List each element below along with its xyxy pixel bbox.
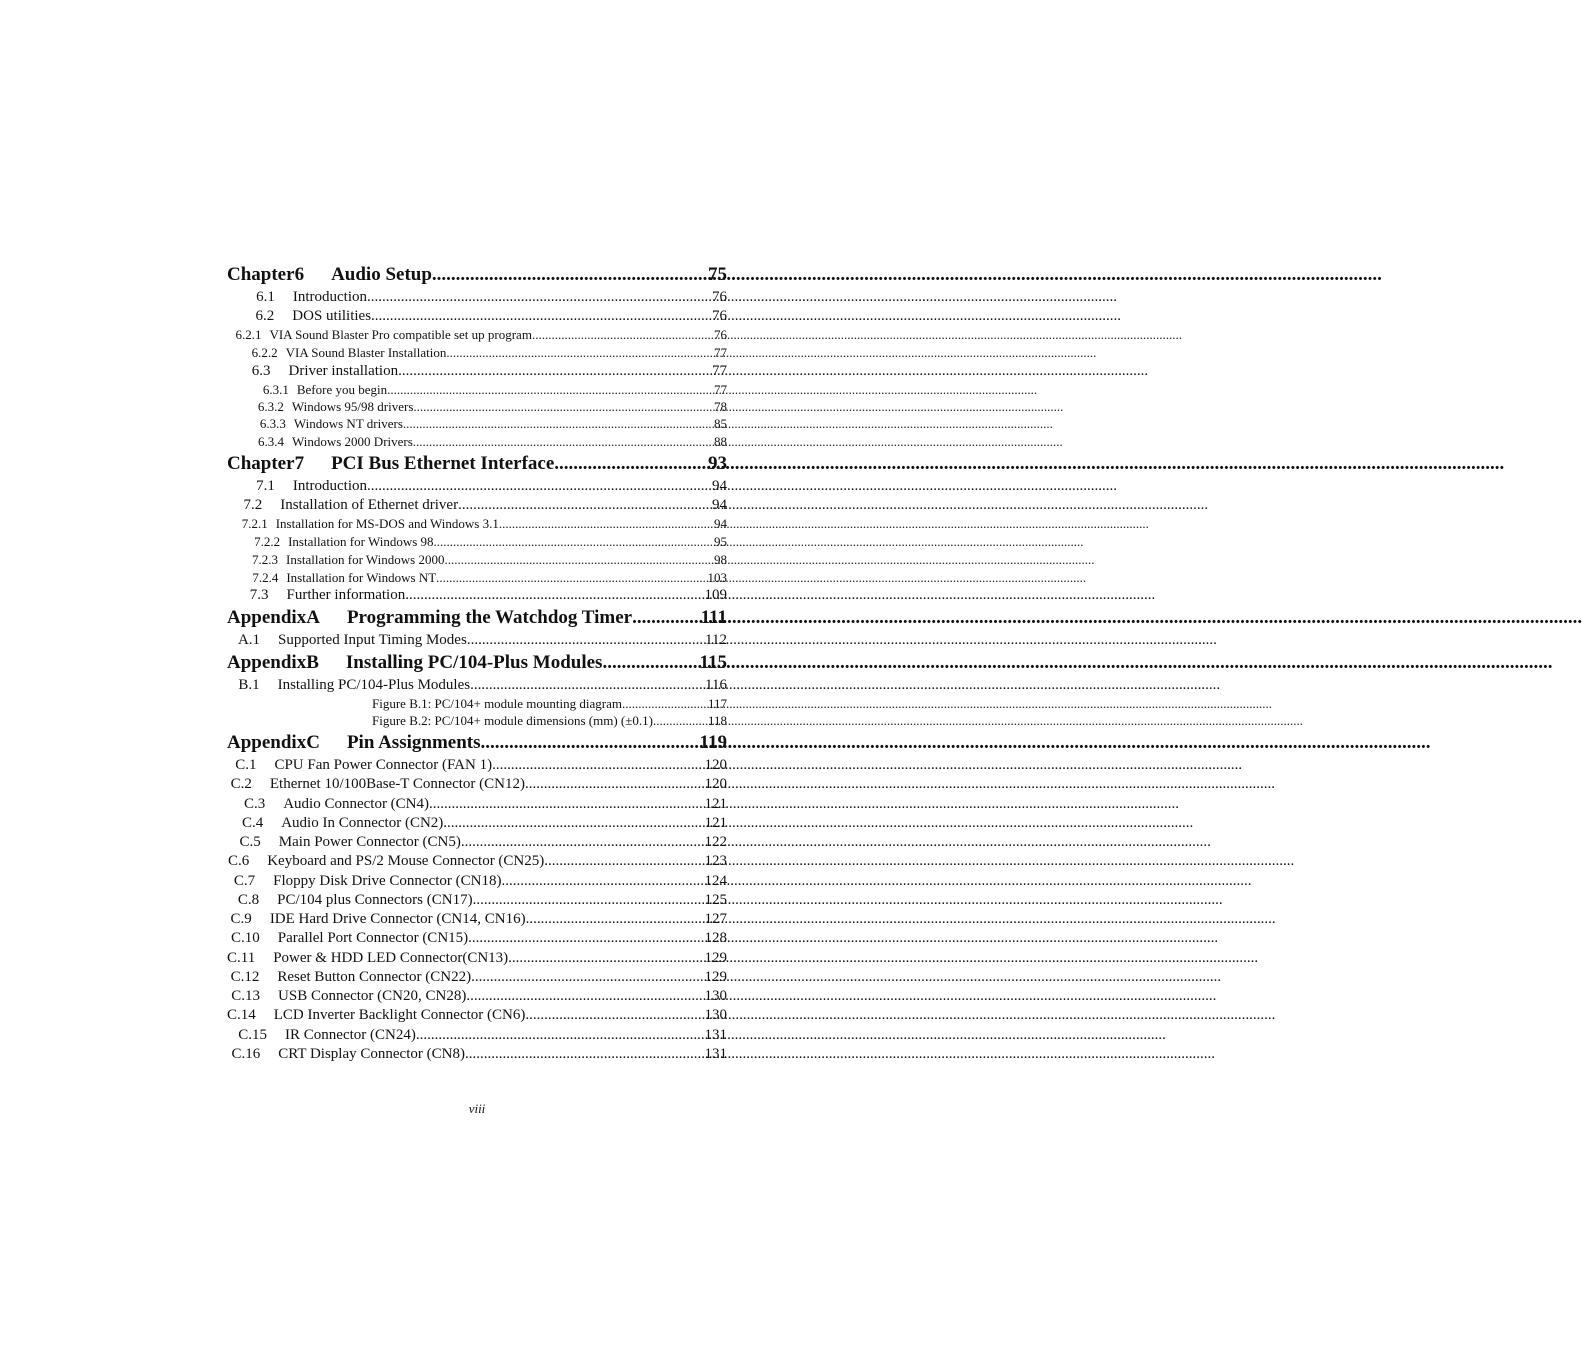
section-number: 7.2.4 bbox=[252, 570, 279, 585]
page-number: 77 bbox=[714, 345, 727, 360]
entry-title: Windows 2000 Drivers bbox=[292, 434, 413, 449]
entry-title: Programming the Watchdog Timer bbox=[346, 607, 633, 628]
page-number: 93 bbox=[708, 453, 727, 474]
toc-entry-chapter bbox=[227, 652, 727, 674]
toc-entry-section bbox=[227, 873, 727, 890]
chapter-number: B bbox=[306, 652, 319, 673]
page-number: 94 bbox=[712, 497, 727, 513]
section-number: 6.2.2 bbox=[251, 345, 278, 360]
entry-title: CPU Fan Power Connector (FAN 1) bbox=[274, 757, 493, 773]
toc-entry-section bbox=[227, 796, 727, 813]
toc-entry-figure bbox=[227, 696, 727, 712]
dot-leader bbox=[492, 757, 704, 774]
section-number: 6.3 bbox=[251, 363, 271, 379]
section-number: C.9 bbox=[230, 911, 252, 927]
toc-entry-subsection bbox=[227, 570, 727, 586]
page-number: 130 bbox=[704, 1007, 727, 1023]
toc-entry-section bbox=[227, 1027, 727, 1044]
dot-leader bbox=[467, 632, 705, 649]
toc-entry-subsection bbox=[227, 534, 727, 550]
page-number: 98 bbox=[714, 552, 727, 567]
page-number: 116 bbox=[705, 677, 727, 693]
dot-leader bbox=[465, 1046, 705, 1063]
dot-leader bbox=[526, 911, 705, 928]
chapter-number: C bbox=[306, 732, 320, 753]
dot-leader bbox=[554, 453, 708, 475]
dot-leader bbox=[602, 652, 699, 674]
dot-leader bbox=[413, 434, 714, 450]
toc-entry-section bbox=[227, 497, 727, 514]
toc-entry-figure bbox=[227, 713, 727, 729]
entry-title: Figure B.2: PC/104+ module dimensions (mm) (±0.1) bbox=[372, 713, 653, 728]
toc-entry-chapter bbox=[227, 264, 727, 286]
toc-entry-section bbox=[227, 478, 727, 495]
page-number: 118 bbox=[707, 713, 727, 728]
toc-entry-chapter bbox=[227, 453, 727, 475]
dot-leader bbox=[436, 570, 707, 586]
section-number: C.11 bbox=[227, 950, 256, 966]
dot-leader bbox=[446, 345, 714, 361]
dot-leader bbox=[403, 416, 714, 432]
page-number: 131 bbox=[704, 1046, 727, 1062]
entry-title: PCI Bus Ethernet Interface bbox=[331, 453, 555, 474]
page-number: 129 bbox=[704, 969, 727, 985]
toc-entry-section bbox=[227, 853, 727, 870]
entry-title: Before you begin bbox=[296, 382, 388, 397]
entry-title: LCD Inverter Backlight Connector (CN6) bbox=[273, 1007, 526, 1023]
toc-entry-subsection bbox=[227, 345, 727, 361]
entry-title: Figure B.1: PC/104+ module mounting diagram bbox=[372, 696, 622, 711]
section-number: 7.2.3 bbox=[252, 552, 278, 567]
dot-leader bbox=[416, 1027, 705, 1044]
entry-title: PC/104 plus Connectors (CN17) bbox=[277, 892, 473, 908]
toc-entry-section bbox=[227, 969, 727, 986]
dot-leader bbox=[432, 264, 708, 286]
dot-leader bbox=[525, 776, 705, 793]
section-number: 7.1 bbox=[256, 478, 275, 494]
page-number: 131 bbox=[704, 1027, 727, 1043]
section-number: C.6 bbox=[227, 853, 250, 869]
entry-title: Windows 95/98 drivers bbox=[291, 399, 414, 414]
dot-leader bbox=[466, 988, 704, 1005]
toc-entry-section bbox=[227, 289, 727, 306]
toc-entry-chapter bbox=[227, 732, 727, 754]
section-number: C.2 bbox=[230, 776, 252, 792]
section-number: B.1 bbox=[238, 677, 260, 693]
section-number: 6.3.3 bbox=[259, 416, 286, 431]
entry-title: Installing PC/104-Plus Modules bbox=[345, 652, 603, 673]
entry-title: Audio In Connector (CN2) bbox=[281, 815, 444, 831]
toc-entry-section bbox=[227, 988, 727, 1005]
page-number: 103 bbox=[707, 570, 727, 585]
section-number: A.1 bbox=[237, 632, 261, 648]
entry-title: Installing PC/104-Plus Modules bbox=[277, 677, 471, 693]
section-number: C.10 bbox=[231, 930, 260, 946]
page-number: 95 bbox=[714, 534, 727, 549]
dot-leader bbox=[429, 796, 704, 813]
toc-entry-section bbox=[227, 834, 727, 851]
toc-entry-subsection bbox=[227, 434, 727, 450]
chapter-number: 6 bbox=[294, 264, 305, 285]
toc-entry-section bbox=[227, 930, 727, 947]
toc-entry-section bbox=[227, 632, 727, 649]
entry-title: Keyboard and PS/2 Mouse Connector (CN25) bbox=[267, 853, 545, 869]
page-number-footer: viii bbox=[468, 1101, 486, 1116]
section-number: 7.2.1 bbox=[241, 516, 268, 531]
section-number: C.14 bbox=[227, 1007, 256, 1023]
entry-title: Power & HDD LED Connector(CN13) bbox=[273, 950, 509, 966]
page-number: 119 bbox=[699, 732, 727, 753]
section-number: C.5 bbox=[239, 834, 261, 850]
page-number: 120 bbox=[704, 776, 727, 792]
entry-title: Installation for Windows NT bbox=[286, 570, 437, 585]
page-number: 123 bbox=[704, 853, 727, 869]
dot-leader bbox=[443, 815, 704, 832]
section-number: 7.2 bbox=[243, 497, 263, 513]
page-number: 127 bbox=[704, 911, 727, 927]
dot-leader bbox=[499, 516, 714, 532]
dot-leader bbox=[473, 892, 705, 909]
entry-title: VIA Sound Blaster Pro compatible set up program bbox=[269, 327, 532, 342]
page-number: 76 bbox=[712, 289, 727, 305]
chapter-label: Appendix bbox=[227, 732, 307, 753]
page-number: 77 bbox=[712, 363, 727, 379]
entry-title: Windows NT drivers bbox=[293, 416, 403, 431]
section-number: C.4 bbox=[241, 815, 264, 831]
chapter-number: A bbox=[306, 607, 320, 628]
page-number: 76 bbox=[712, 308, 727, 324]
section-number: 6.2.1 bbox=[235, 327, 262, 342]
entry-title: Supported Input Timing Modes bbox=[278, 632, 467, 648]
page-number: 111 bbox=[700, 607, 727, 628]
section-number: C.1 bbox=[235, 757, 257, 773]
page-number: 125 bbox=[704, 892, 727, 908]
section-number: C.16 bbox=[231, 1046, 261, 1062]
page-number: 109 bbox=[704, 587, 727, 603]
section-number: C.7 bbox=[233, 873, 256, 889]
section-number: 6.3.1 bbox=[262, 382, 289, 397]
toc-entry-subsection bbox=[227, 399, 727, 415]
entry-title: Pin Assignments bbox=[346, 732, 481, 753]
dot-leader bbox=[468, 930, 704, 947]
chapter-label: Appendix bbox=[227, 607, 307, 628]
page-number: 88 bbox=[714, 434, 727, 449]
toc-entry-section bbox=[227, 950, 727, 967]
toc-entry-section bbox=[227, 815, 727, 832]
dot-leader bbox=[508, 950, 704, 967]
toc-entry-section bbox=[227, 587, 727, 604]
entry-title: Further information bbox=[286, 587, 406, 603]
dot-leader bbox=[371, 308, 712, 325]
entry-title: Main Power Connector (CN5) bbox=[278, 834, 461, 850]
page-number: 117 bbox=[707, 696, 727, 711]
entry-title: Parallel Port Connector (CN15) bbox=[277, 930, 469, 946]
dot-leader bbox=[532, 327, 714, 343]
entry-title: Installation for MS-DOS and Windows 3.1 bbox=[275, 516, 499, 531]
toc-entry-subsection bbox=[227, 382, 727, 398]
dot-leader bbox=[470, 677, 705, 694]
entry-title: Ethernet 10/100Base-T Connector (CN12) bbox=[269, 776, 525, 792]
page-number: 129 bbox=[704, 950, 727, 966]
section-number: C.12 bbox=[230, 969, 260, 985]
dot-leader bbox=[458, 497, 712, 514]
toc-entry-section bbox=[227, 911, 727, 928]
toc-entry-section bbox=[227, 757, 727, 774]
section-number: C.8 bbox=[237, 892, 260, 908]
dot-leader bbox=[544, 853, 704, 870]
dot-leader bbox=[367, 478, 712, 495]
page-number: 78 bbox=[714, 399, 727, 414]
dot-leader bbox=[413, 399, 714, 415]
dot-leader bbox=[434, 534, 714, 550]
chapter-number: 7 bbox=[294, 453, 305, 474]
section-number: 7.2.2 bbox=[254, 534, 281, 549]
dot-leader bbox=[622, 696, 708, 712]
toc-entry-subsection bbox=[227, 552, 727, 568]
chapter-label: Appendix bbox=[227, 652, 307, 673]
page-number: 120 bbox=[704, 757, 727, 773]
dot-leader bbox=[387, 382, 714, 398]
entry-title: Introduction bbox=[292, 289, 367, 305]
chapter-label: Chapter bbox=[227, 453, 295, 474]
entry-title: VIA Sound Blaster Installation bbox=[285, 345, 447, 360]
entry-title: IDE Hard Drive Connector (CN14, CN16) bbox=[269, 911, 526, 927]
page-number: 94 bbox=[712, 478, 727, 494]
toc-entry-subsection bbox=[227, 516, 727, 532]
entry-title: Floppy Disk Drive Connector (CN18) bbox=[273, 873, 502, 889]
page-number: 112 bbox=[705, 632, 727, 648]
toc-entry-section bbox=[227, 892, 727, 909]
dot-leader bbox=[461, 834, 705, 851]
entry-title: Introduction bbox=[292, 478, 367, 494]
section-number: C.3 bbox=[243, 796, 266, 812]
toc-entry-section bbox=[227, 1007, 727, 1024]
dot-leader bbox=[632, 607, 700, 629]
page-number: 115 bbox=[699, 652, 727, 673]
toc-entry-subsection bbox=[227, 416, 727, 432]
entry-title: DOS utilities bbox=[292, 308, 372, 324]
section-number: 7.3 bbox=[249, 587, 269, 603]
entry-title: Audio Setup bbox=[331, 264, 432, 285]
page-number: 77 bbox=[714, 382, 727, 397]
toc-entry-section bbox=[227, 363, 727, 380]
toc-entry-section bbox=[227, 776, 727, 793]
section-number: 6.2 bbox=[255, 308, 275, 324]
toc-entry-section bbox=[227, 677, 727, 694]
page-number: 128 bbox=[704, 930, 727, 946]
entry-title: Installation for Windows 98 bbox=[288, 534, 434, 549]
dot-leader bbox=[481, 732, 700, 754]
entry-title: USB Connector (CN20, CN28) bbox=[278, 988, 467, 1004]
entry-title: Reset Button Connector (CN22) bbox=[277, 969, 472, 985]
dot-leader bbox=[405, 587, 704, 604]
dot-leader bbox=[444, 552, 714, 568]
page-number: 76 bbox=[714, 327, 727, 342]
section-number: C.15 bbox=[238, 1027, 268, 1043]
toc-entry-subsection bbox=[227, 327, 727, 343]
section-number: 6.1 bbox=[256, 289, 275, 305]
section-number: C.13 bbox=[231, 988, 261, 1004]
toc-entry-chapter bbox=[227, 607, 727, 629]
dot-leader bbox=[501, 873, 704, 890]
page-number: 124 bbox=[704, 873, 727, 889]
page-number: 122 bbox=[704, 834, 727, 850]
section-number: 6.3.4 bbox=[258, 434, 284, 449]
page-number: 130 bbox=[704, 988, 727, 1004]
page-number: 94 bbox=[714, 516, 727, 531]
page-number: 75 bbox=[708, 264, 727, 285]
toc-entry-section bbox=[227, 308, 727, 325]
entry-title: Driver installation bbox=[288, 363, 399, 379]
entry-title: Installation for Windows 2000 bbox=[286, 552, 445, 567]
entry-title: IR Connector (CN24) bbox=[285, 1027, 416, 1043]
dot-leader bbox=[525, 1007, 704, 1024]
dot-leader bbox=[367, 289, 712, 306]
page-number: 121 bbox=[704, 796, 727, 812]
dot-leader bbox=[471, 969, 704, 986]
entry-title: Audio Connector (CN4) bbox=[283, 796, 430, 812]
toc-entry-section bbox=[227, 1046, 727, 1063]
section-number: 6.3.2 bbox=[257, 399, 284, 414]
dot-leader bbox=[398, 363, 712, 380]
entry-title: Installation of Ethernet driver bbox=[280, 497, 459, 513]
dot-leader bbox=[653, 713, 708, 729]
page-number: 121 bbox=[704, 815, 727, 831]
page-number: 85 bbox=[714, 416, 727, 431]
chapter-label: Chapter bbox=[227, 264, 295, 285]
entry-title: CRT Display Connector (CN8) bbox=[278, 1046, 465, 1062]
